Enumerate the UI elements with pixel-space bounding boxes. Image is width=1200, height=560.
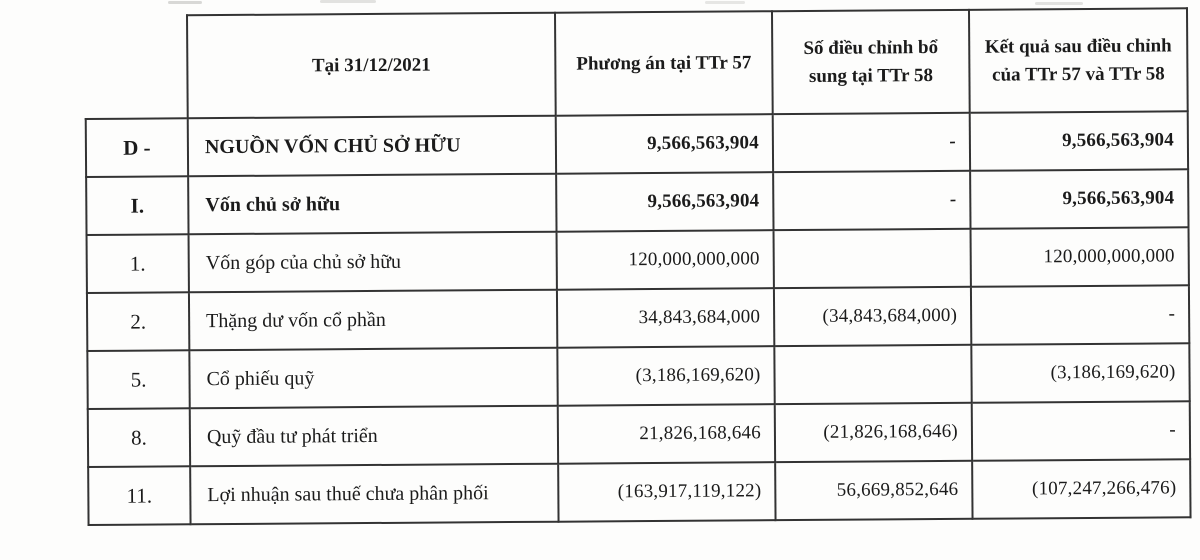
result-value-cell: (107,247,266,476) bbox=[972, 459, 1190, 519]
result-value-cell: - bbox=[971, 285, 1189, 345]
plan-value-cell: 9,566,563,904 bbox=[556, 172, 773, 232]
adjustment-value-cell: (34,843,684,000) bbox=[774, 287, 971, 346]
adjustment-value-cell bbox=[774, 229, 971, 288]
adjustment-value-cell bbox=[774, 345, 971, 404]
row-index-cell: I. bbox=[86, 176, 188, 235]
row-label-cell: Vốn góp của chủ sở hữu bbox=[189, 232, 557, 293]
table-row bbox=[86, 169, 1188, 235]
table-row bbox=[87, 285, 1189, 351]
header-row bbox=[85, 8, 1188, 119]
result-value-cell: - bbox=[972, 401, 1190, 461]
row-index-cell: 11. bbox=[88, 466, 190, 525]
adjustment-value-cell: 56,669,852,646 bbox=[775, 461, 972, 520]
adjustment-value-cell: (21,826,168,646) bbox=[775, 403, 972, 462]
scan-artifact bbox=[168, 1, 202, 4]
result-value-cell: 9,566,563,904 bbox=[970, 111, 1188, 171]
header-corner-empty-cell bbox=[85, 15, 188, 119]
plan-value-cell: 21,826,168,646 bbox=[558, 404, 775, 464]
row-index-cell: 1. bbox=[87, 234, 189, 293]
row-index-cell: D - bbox=[86, 118, 188, 177]
plan-value-cell: (163,917,119,122) bbox=[558, 462, 775, 522]
adjustment-value-cell: - bbox=[773, 113, 970, 172]
table-row bbox=[88, 459, 1190, 525]
result-value-cell: (3,186,169,620) bbox=[971, 343, 1189, 403]
header-cell-plan-ttr57: Phương án tại TTr 57 bbox=[555, 11, 773, 116]
table-row bbox=[86, 111, 1188, 177]
scan-artifact bbox=[320, 0, 376, 3]
row-index-cell: 8. bbox=[88, 408, 190, 467]
plan-value-cell: 9,566,563,904 bbox=[556, 114, 773, 174]
table-row bbox=[87, 343, 1189, 409]
header-cell-result-after-adjustment: Kết quả sau điều chỉnh của TTr 57 và TTr 58 bbox=[969, 8, 1188, 113]
row-label-cell: Lợi nhuận sau thuế chưa phân phối bbox=[190, 464, 558, 525]
scan-artifact bbox=[1035, 2, 1083, 5]
adjustment-value-cell: - bbox=[773, 171, 970, 230]
table-row bbox=[87, 227, 1189, 293]
table-row bbox=[88, 401, 1190, 467]
header-cell-adjustment-ttr58: Số điều chỉnh bổ sung tại TTr 58 bbox=[772, 10, 970, 114]
row-index-cell: 2. bbox=[87, 292, 189, 351]
row-label-cell: Quỹ đầu tư phát triển bbox=[190, 406, 558, 467]
result-value-cell: 9,566,563,904 bbox=[970, 169, 1188, 229]
scan-artifact bbox=[705, 1, 745, 4]
row-label-cell: Thặng dư vốn cổ phần bbox=[189, 290, 557, 351]
plan-value-cell: 120,000,000,000 bbox=[557, 230, 774, 290]
row-label-cell: Vốn chủ sở hữu bbox=[188, 174, 556, 235]
plan-value-cell: 34,843,684,000 bbox=[557, 288, 774, 348]
result-value-cell: 120,000,000,000 bbox=[971, 227, 1189, 287]
row-label-cell: NGUỒN VỐN CHỦ SỞ HỮU bbox=[188, 116, 556, 177]
financial-adjustment-table bbox=[84, 7, 1192, 526]
plan-value-cell: (3,186,169,620) bbox=[557, 346, 774, 406]
header-cell-date: Tại 31/12/2021 bbox=[187, 13, 556, 119]
row-index-cell: 5. bbox=[87, 350, 189, 409]
row-label-cell: Cổ phiếu quỹ bbox=[189, 348, 557, 409]
